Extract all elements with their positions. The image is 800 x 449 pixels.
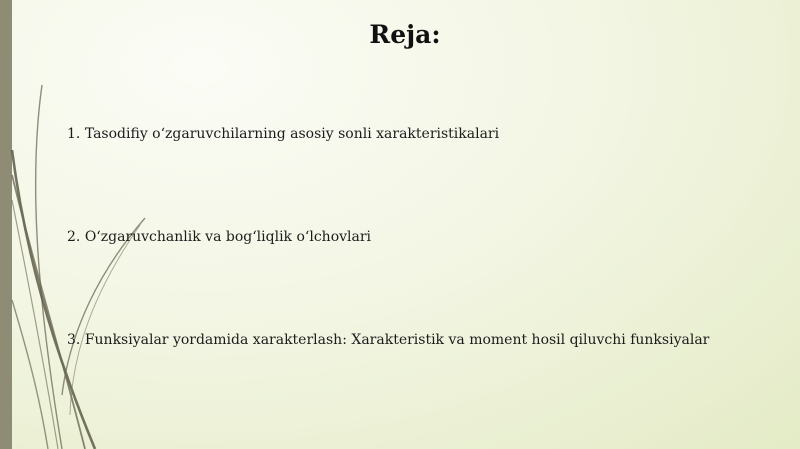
plan-item-number: 1 . <box>67 126 85 142</box>
plan-item-3 <box>67 332 709 348</box>
plan-item-2 <box>67 229 371 245</box>
plan-item-1 <box>67 126 499 142</box>
plan-item-text: Funksiyalar yordamida xarakterlash: Xarakteristik va moment hosil qiluvchi funksiyalar <box>84 332 710 348</box>
plan-item-number: 2 . <box>67 229 85 245</box>
slide-title: Reja: <box>369 20 441 49</box>
plan-item-text: Tasodifiy o‘zgaruvchilarning asosiy sonli xarakteristikalari <box>84 126 500 142</box>
plan-item-number: 3 . <box>67 332 85 348</box>
plan-item-text: O‘zgaruvchanlik va bog‘liqlik o‘lchovlari <box>84 229 372 245</box>
